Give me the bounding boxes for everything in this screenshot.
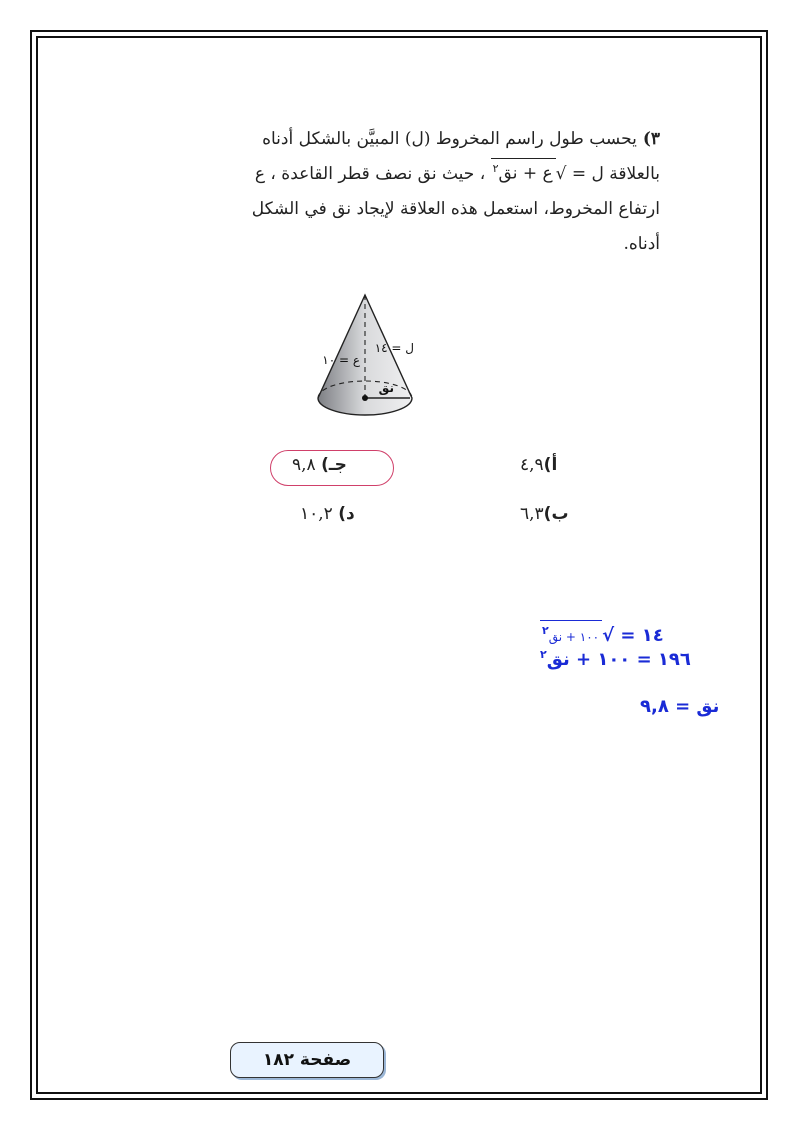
problem-line-2: بالعلاقة ل = √ع + نق$^٢$ ، حيث نق نصف قطر القاعدة ، ع xyxy=(140,157,660,192)
problem-number: ٣) xyxy=(642,129,660,149)
option-b[interactable]: ب)٦,٣ xyxy=(520,504,569,524)
problem-line-3: ارتفاع المخروط، استعمل هذه العلاقة لإيجاد نق في الشكل xyxy=(251,199,660,219)
cone-figure xyxy=(310,290,500,430)
label-height: ع = ١٠ xyxy=(322,353,360,367)
option-d[interactable]: د) ١٠,٢ xyxy=(300,504,355,524)
problem-line-1: ٣)يحسب طول راسم المخروط (ل) المبيَّن بالشكل أدناه xyxy=(262,129,660,149)
option-c[interactable]: جـ) ٩,٨ xyxy=(292,455,347,475)
work-line-3: نق = ٩,٨ xyxy=(640,696,720,717)
square-exponent: ٢ xyxy=(492,162,499,176)
label-radius: نق xyxy=(378,381,394,395)
work-line-2: ١٩٦ = ١٠٠ + نق$^٢$ xyxy=(540,648,691,670)
sqrt-icon: √ xyxy=(555,164,567,184)
sqrt-radicand: ع + نق$^٢$ xyxy=(491,158,556,184)
page-number-badge: صفحة ١٨٢ xyxy=(230,1042,384,1078)
problem-statement xyxy=(140,122,660,262)
option-a[interactable]: أ)٤,٩ xyxy=(520,455,558,475)
label-slant: ل = ١٤ xyxy=(374,341,414,355)
cone-center-dot xyxy=(362,395,368,401)
work-sqrt-icon: √ xyxy=(602,625,615,646)
problem-line-4: أدناه. xyxy=(623,234,660,254)
work-line-1: ١٤ = √١٠٠ + نق$^٢$ xyxy=(540,620,664,647)
